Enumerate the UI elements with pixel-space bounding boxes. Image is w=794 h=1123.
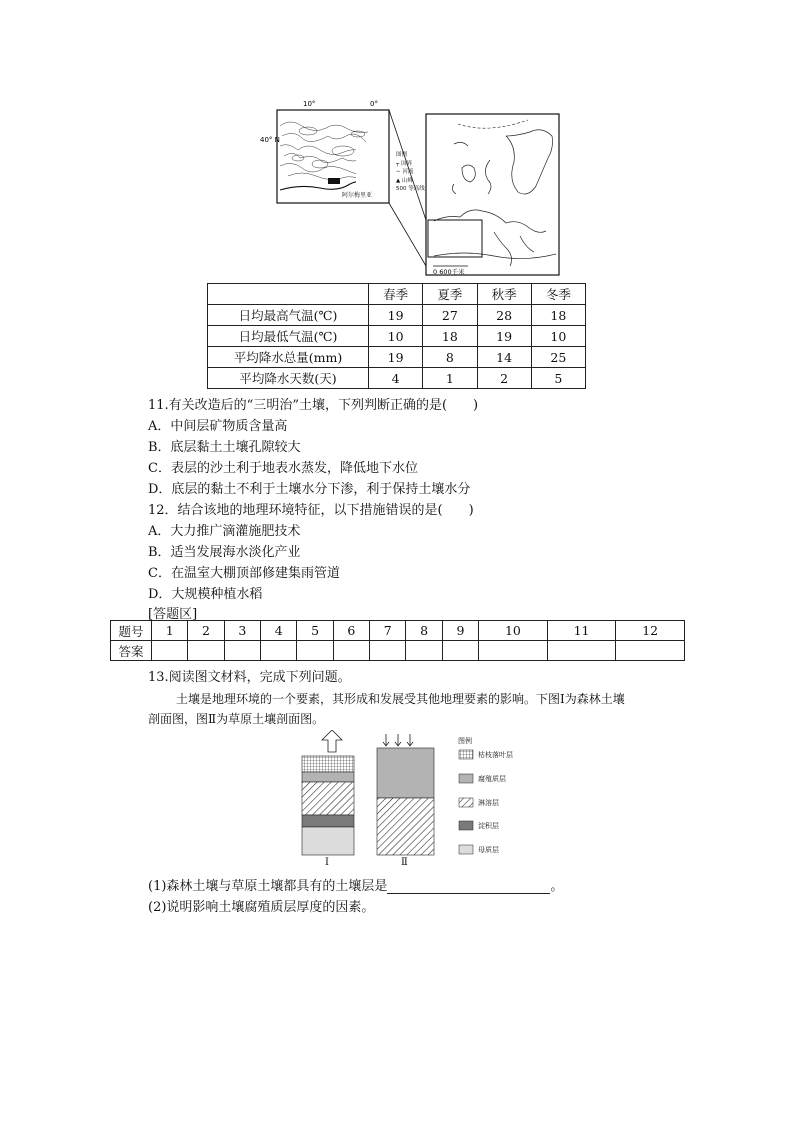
- question-number: 12: [616, 621, 685, 641]
- answer-area-label: [答题区]: [148, 607, 198, 622]
- climate-cell: 28: [477, 305, 531, 326]
- climate-cell: 日均最高气温(℃): [208, 305, 369, 326]
- border-icon: ┬: [396, 160, 400, 167]
- soil-legend-label: 腐殖质层: [478, 775, 506, 783]
- answer-cell[interactable]: [442, 641, 478, 661]
- map-legend: [396, 151, 436, 206]
- climate-row: [208, 347, 586, 368]
- answer-number-row: [111, 621, 685, 641]
- climate-row: [208, 305, 586, 326]
- climate-row: [208, 368, 586, 389]
- q12-option-b: B．适当发展海水淡化产业: [148, 545, 301, 560]
- climate-cell: 19: [369, 347, 423, 368]
- question-number: 7: [370, 621, 406, 641]
- answer-row-header: 题号: [111, 621, 152, 641]
- legend-swatch-litter: [459, 750, 473, 759]
- almeria-marker: [328, 178, 340, 184]
- soil-legend-title: 图例: [458, 737, 472, 745]
- answer-input-row: [111, 641, 685, 661]
- q13-sub1-end: 。: [550, 879, 564, 894]
- climate-cell: 日均最低气温(℃): [208, 326, 369, 347]
- climate-cell: 19: [369, 305, 423, 326]
- q11-option-c: C．表层的沙土利于地表水蒸发，降低地下水位: [148, 461, 418, 476]
- q13-paragraph-line2: 剖面图，图Ⅱ为草原土壤剖面图。: [148, 712, 325, 726]
- soil-legend-label: 枯枝落叶层: [478, 751, 513, 759]
- q11-option-d: D．底层的黏土不利于土壤水分下渗，利于保持土壤水分: [148, 482, 471, 497]
- climate-row: [208, 326, 586, 347]
- contour-value: 500: [396, 186, 407, 192]
- europe-map-frame: [426, 114, 559, 275]
- climate-cell: 平均降水天数(天): [208, 368, 369, 389]
- climate-header-row: [208, 284, 586, 305]
- legend-peak-item: ▲ 山峰: [396, 177, 413, 184]
- profile-label-I: Ⅰ: [325, 857, 329, 868]
- legend-swatch-illuvial: [459, 821, 473, 830]
- q13-sub1: [148, 875, 563, 894]
- climate-header-cell: 夏季: [423, 284, 477, 305]
- climate-table: [207, 283, 586, 389]
- upward-arrow-icon: [322, 730, 342, 752]
- climate-header-cell: [208, 284, 369, 305]
- legend-contour-item: 500 等高线: [396, 186, 425, 192]
- legend-swatch-parent: [459, 845, 473, 854]
- scale-label: 0 600千米: [433, 268, 465, 276]
- soil-legend-label: 淀积层: [478, 822, 499, 830]
- question-number: 1: [152, 621, 188, 641]
- answer-cell[interactable]: [152, 641, 188, 661]
- q13-stem: 13.阅读图文材料，完成下列问题。: [148, 670, 351, 685]
- answer-cell[interactable]: [479, 641, 548, 661]
- answer-table: [110, 620, 685, 661]
- climate-cell: 1: [423, 368, 477, 389]
- lon-label-0: 0°: [370, 100, 378, 108]
- legend-border-item: ┬ 国界: [396, 160, 413, 167]
- climate-cell: 18: [531, 305, 585, 326]
- profile-label-II: Ⅱ: [401, 857, 408, 868]
- climate-cell: 27: [423, 305, 477, 326]
- answer-cell[interactable]: [333, 641, 369, 661]
- climate-cell: 10: [369, 326, 423, 347]
- profile2-eluvial-layer: [377, 798, 434, 855]
- q12-option-d: D．大规模种植水稻: [148, 587, 263, 602]
- answer-cell[interactable]: [188, 641, 224, 661]
- soil-profile-figure: [298, 730, 528, 872]
- question-number: 4: [261, 621, 297, 641]
- climate-cell: 5: [531, 368, 585, 389]
- profile2-humus-layer: [377, 748, 434, 798]
- question-number: 2: [188, 621, 224, 641]
- profile1-parent-layer: [302, 827, 354, 855]
- q13-sub1-answer-blank[interactable]: [387, 881, 550, 894]
- region-label: 阿尔梅里亚: [342, 192, 373, 199]
- question-number: 5: [297, 621, 333, 641]
- answer-cell[interactable]: [406, 641, 442, 661]
- climate-cell: 18: [423, 326, 477, 347]
- profile1-eluvial-layer: [302, 782, 354, 815]
- climate-header-cell: 冬季: [531, 284, 585, 305]
- climate-header-cell: 秋季: [477, 284, 531, 305]
- legend-river-item: ∼ 河流: [396, 169, 414, 175]
- legend-swatch-eluvial: [459, 798, 473, 807]
- river-icon: ∼: [396, 169, 401, 175]
- q11-option-a: A．中间层矿物质含量高: [148, 419, 288, 434]
- climate-cell: 2: [477, 368, 531, 389]
- connector-line-bottom: [389, 203, 426, 266]
- lat-label-40: 40° N: [260, 136, 280, 144]
- answer-cell[interactable]: [370, 641, 406, 661]
- peak-icon: ▲: [396, 177, 401, 184]
- question-number: 11: [547, 621, 616, 641]
- lon-label-10: 10°: [303, 100, 316, 108]
- answer-cell[interactable]: [261, 641, 297, 661]
- question-number: 6: [333, 621, 369, 641]
- answer-cell[interactable]: [224, 641, 260, 661]
- q12-stem: 12．结合该地的地理环境特征，以下措施错误的是( ): [148, 503, 474, 518]
- climate-cell: 14: [477, 347, 531, 368]
- climate-cell: 平均降水总量(mm): [208, 347, 369, 368]
- q13-sub1-text: (1)森林土壤与草原土壤都具有的土壤层是: [148, 879, 388, 894]
- climate-cell: 19: [477, 326, 531, 347]
- profile1-illuvial-layer: [302, 815, 354, 827]
- question-number: 10: [479, 621, 548, 641]
- soil-legend-label: 淋溶层: [478, 799, 499, 807]
- climate-cell: 8: [423, 347, 477, 368]
- profile1-litter-layer: [302, 756, 354, 772]
- q11-option-b: B．底层黏土土壤孔隙较大: [148, 440, 301, 455]
- answer-cell[interactable]: [297, 641, 333, 661]
- answer-row-header: 答案: [111, 641, 152, 661]
- answer-cell[interactable]: [547, 641, 616, 661]
- answer-cell[interactable]: [616, 641, 685, 661]
- q12-option-a: A．大力推广滴灌施肥技术: [148, 524, 301, 539]
- q11-stem: 11.有关改造后的“三明治”土壤，下列判断正确的是( ): [148, 398, 479, 413]
- climate-header-cell: 春季: [369, 284, 423, 305]
- map-legend-title: 图例: [396, 152, 408, 158]
- profile1-humus-layer: [302, 772, 354, 782]
- soil-legend-label: 母质层: [478, 846, 499, 854]
- climate-cell: 4: [369, 368, 423, 389]
- map-figure: [258, 96, 560, 276]
- question-number: 9: [442, 621, 478, 641]
- question-number: 8: [406, 621, 442, 641]
- q12-option-c: C．在温室大棚顶部修建集雨管道: [148, 566, 340, 581]
- q13-paragraph-line1: 土壤是地理环境的一个要素，其形成和发展受其他地理要素的影响。下图Ⅰ为森林土壤: [176, 692, 625, 706]
- legend-swatch-humus: [459, 774, 473, 783]
- q13-sub2: (2)说明影响土壤腐殖质层厚度的因素。: [148, 900, 375, 915]
- climate-cell: 10: [531, 326, 585, 347]
- climate-cell: 25: [531, 347, 585, 368]
- downward-arrows-icon: [383, 734, 413, 746]
- question-number: 3: [224, 621, 260, 641]
